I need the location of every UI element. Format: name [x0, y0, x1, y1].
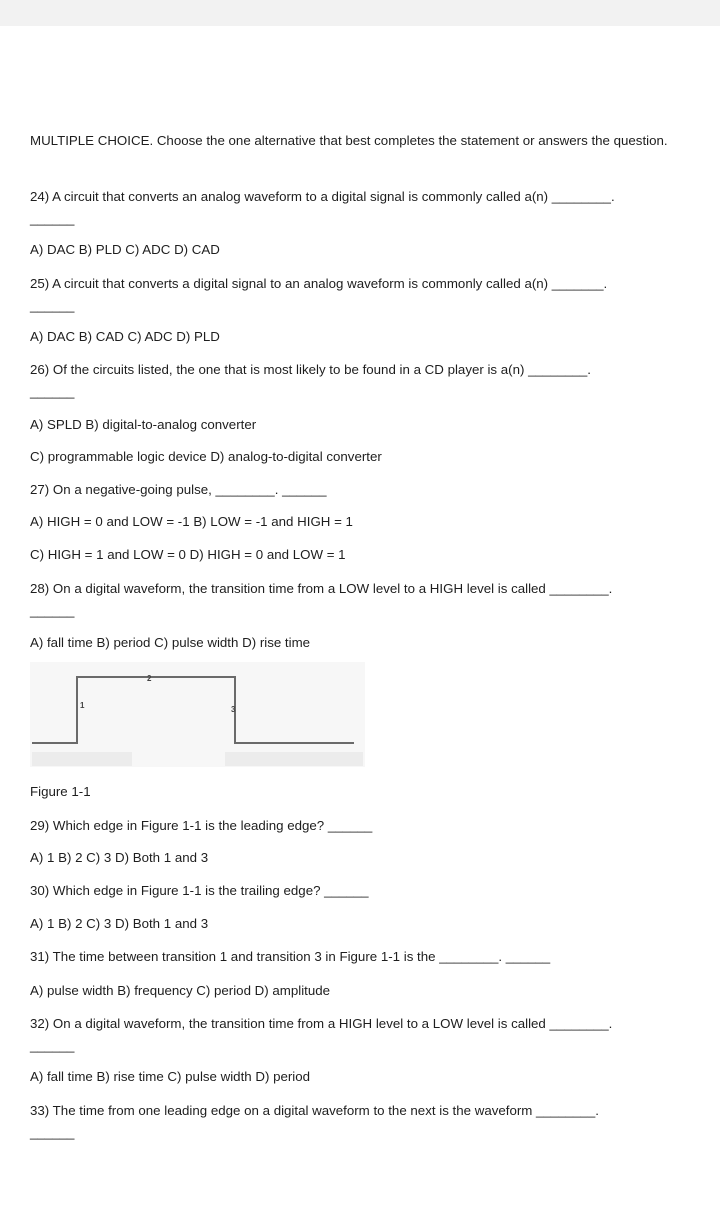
- edge-label-3: 3: [231, 705, 236, 714]
- question-31-stem: 31) The time between transition 1 and transition 3 in Figure 1-1 is the ________. ______: [30, 949, 551, 964]
- question-30-stem: 30) Which edge in Figure 1-1 is the trailing edge? ______: [30, 883, 369, 898]
- question-32-blank: ______: [30, 1038, 75, 1053]
- question-24-options: A) DAC B) PLD C) ADC D) CAD: [30, 242, 220, 257]
- top-strip: [0, 0, 720, 26]
- question-25-stem: 25) A circuit that converts a digital signal to an analog waveform is commonly called a(n) _______.: [30, 276, 608, 291]
- question-33-blank: ______: [30, 1125, 75, 1140]
- question-33-stem: 33) The time from one leading edge on a digital waveform to the next is the waveform ________.: [30, 1103, 599, 1118]
- question-25-blank: ______: [30, 298, 75, 313]
- question-27-options-1: A) HIGH = 0 and LOW = -1 B) LOW = -1 and HIGH = 1: [30, 514, 353, 529]
- question-31-options: A) pulse width B) frequency C) period D) amplitude: [30, 983, 331, 998]
- question-28-options: A) fall time B) period C) pulse width D) rise time: [30, 635, 311, 650]
- question-28-blank: ______: [30, 603, 75, 618]
- question-32-options: A) fall time B) rise time C) pulse width D) period: [30, 1069, 311, 1084]
- question-26-stem: 26) Of the circuits listed, the one that is most likely to be found in a CD player is a(n) ________.: [30, 362, 591, 377]
- question-26-blank: ______: [30, 384, 75, 399]
- figure-caption: Figure 1-1: [30, 784, 91, 799]
- question-27-stem: 27) On a negative-going pulse, ________. ______: [30, 482, 327, 497]
- figure-faded-text-left: [32, 752, 132, 766]
- question-27-options-2: C) HIGH = 1 and LOW = 0 D) HIGH = 0 and LOW = 1: [30, 547, 346, 562]
- question-32-stem: 32) On a digital waveform, the transition time from a HIGH level to a LOW level is called ________.: [30, 1016, 613, 1031]
- question-25-options: A) DAC B) CAD C) ADC D) PLD: [30, 329, 220, 344]
- question-24-blank: ______: [30, 211, 75, 226]
- edge-label-2: 2: [147, 674, 152, 683]
- question-29-stem: 29) Which edge in Figure 1-1 is the leading edge? ______: [30, 818, 373, 833]
- question-26-options-1: A) SPLD B) digital-to-analog converter: [30, 417, 257, 432]
- figure-faded-text-right: [225, 752, 363, 766]
- pulse-waveform-figure: [30, 662, 370, 772]
- question-28-stem: 28) On a digital waveform, the transition time from a LOW level to a HIGH level is called ________.: [30, 581, 613, 596]
- edge-label-1: 1: [80, 701, 85, 710]
- question-24-stem: 24) A circuit that converts an analog waveform to a digital signal is commonly called a(n) ________.: [30, 189, 615, 204]
- question-26-options-2: C) programmable logic device D) analog-to-digital converter: [30, 449, 382, 464]
- instructions-text: MULTIPLE CHOICE. Choose the one alternative that best completes the statement or answers the question.: [30, 133, 668, 148]
- question-29-options: A) 1 B) 2 C) 3 D) Both 1 and 3: [30, 850, 209, 865]
- figure-1-1: [30, 662, 370, 772]
- question-30-options: A) 1 B) 2 C) 3 D) Both 1 and 3: [30, 916, 209, 931]
